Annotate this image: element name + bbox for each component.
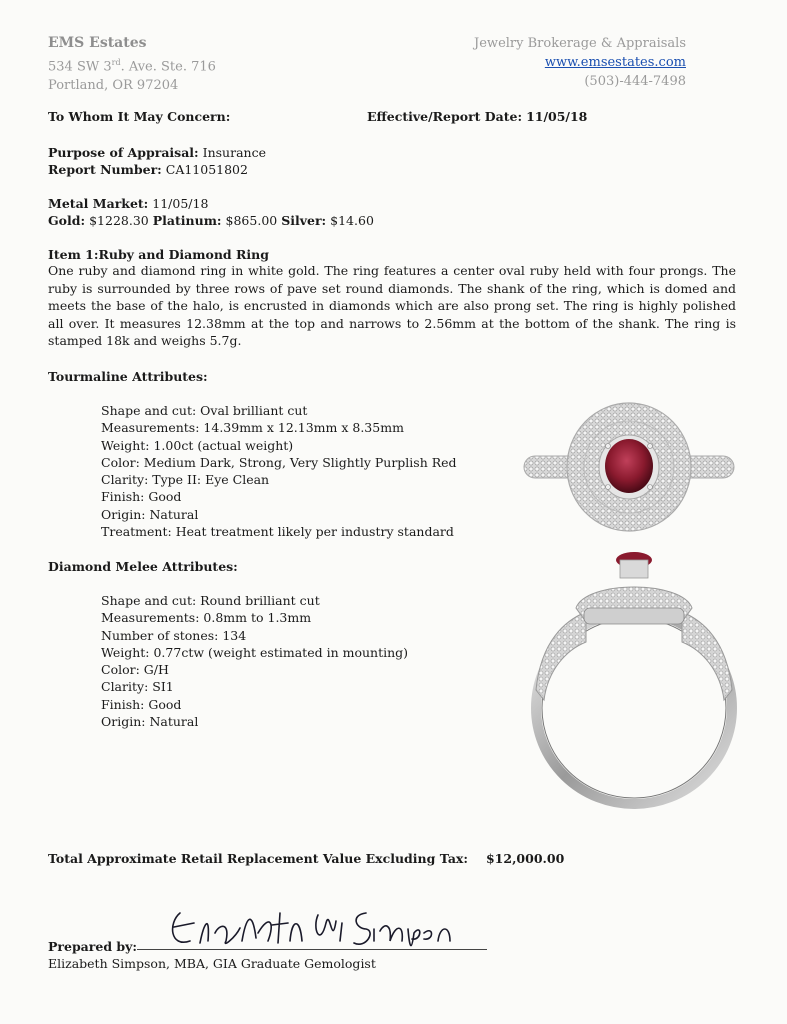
tourmaline-attr: Weight: 1.00ct (actual weight) — [101, 437, 294, 453]
website-link[interactable]: www.emsestates.com — [544, 55, 686, 70]
prepared-by-text: Prepared by: — [48, 939, 138, 954]
melee-attr: Number of stones: 134 — [101, 627, 247, 643]
purpose-value: Insurance — [202, 145, 266, 160]
report-date-value: 11/05/18 — [526, 109, 588, 124]
ring-side-view-photo — [526, 550, 746, 812]
total-value-label: Total Approximate Retail Replacement Value Excluding Tax: — [48, 851, 468, 866]
address-street: 534 SW 3 — [48, 59, 112, 75]
silver-label: Silver: — [281, 213, 327, 229]
tourmaline-attr: Measurements: 14.39mm x 12.13mm x 8.35mm — [101, 420, 404, 436]
silver-value: $14.60 — [330, 213, 374, 229]
tourmaline-heading-text: Tourmaline Attributes: — [48, 369, 208, 384]
tourmaline-attr: Clarity: Type II: Eye Clean — [101, 472, 270, 488]
purpose-label: Purpose of Appraisal: — [48, 145, 199, 160]
metal-market-row — [48, 195, 738, 212]
signature-line — [137, 949, 487, 950]
total-value-row — [48, 850, 564, 867]
firm-address-line2: Portland, OR 97204 — [48, 78, 179, 94]
report-date — [367, 108, 587, 125]
handwritten-signature — [160, 893, 460, 963]
melee-attr: Origin: Natural — [101, 714, 199, 730]
melee-attributes — [101, 592, 408, 730]
metal-prices-row — [48, 212, 738, 229]
appraiser-credentials: Elizabeth Simpson, MBA, GIA Graduate Gemologist — [48, 956, 376, 971]
report-number-label: Report Number: — [48, 162, 162, 178]
tourmaline-attr: Color: Medium Dark, Strong, Very Slightly Purplish Red — [101, 454, 457, 470]
firm-phone: (503)-444-7498 — [584, 74, 686, 89]
gold-value: $1228.30 — [89, 213, 149, 229]
letterhead-right — [474, 34, 686, 91]
item-description: One ruby and diamond ring in white gold. The ring features a center oval ruby held with four prongs. The ruby is surrounded by three rows of pave set round diamonds. The shank of the ring, which is domed and meets the base of the halo, is encrusted in diamonds which are also prong set. The ring is highly polished all over. It measures 12.38mm at the top and narrows to 2.56mm at the bottom of the shank. The ring is stamped 18k and weighs 5.7g. — [48, 263, 736, 349]
address-suite: . Ave. Ste. 716 — [120, 59, 216, 75]
tourmaline-attr: Finish: Good — [101, 489, 182, 505]
metal-market-label: Metal Market: — [48, 196, 149, 211]
melee-heading-text: Diamond Melee Attributes: — [48, 559, 238, 574]
item-title — [48, 246, 269, 263]
tourmaline-heading — [48, 368, 208, 385]
report-number-value: CA11051802 — [165, 162, 248, 178]
purpose-row — [48, 144, 738, 161]
melee-heading — [48, 558, 238, 575]
tourmaline-attr: Origin: Natural — [101, 506, 199, 522]
report-number-row — [48, 161, 738, 178]
melee-attr: Color: G/H — [101, 662, 169, 678]
melee-attr: Weight: 0.77ctw (weight estimated in mounting) — [101, 644, 409, 660]
purpose-block — [48, 144, 738, 179]
gold-label: Gold: — [48, 213, 86, 229]
metal-market-block — [48, 195, 738, 230]
salutation-text: To Whom It May Concern: — [48, 109, 231, 124]
firm-address-line1 — [48, 53, 216, 76]
platinum-label: Platinum: — [152, 213, 222, 229]
letterhead-left — [48, 34, 216, 95]
metal-market-value: 11/05/18 — [152, 196, 209, 211]
salutation — [48, 108, 230, 125]
ring-top-view-photo — [522, 400, 736, 536]
melee-attr: Clarity: SI1 — [101, 679, 174, 695]
melee-attr: Measurements: 0.8mm to 1.3mm — [101, 610, 312, 626]
firm-tagline: Jewelry Brokerage & Appraisals — [474, 36, 686, 51]
melee-attr: Shape and cut: Round brilliant cut — [101, 593, 320, 608]
melee-attr: Finish: Good — [101, 696, 182, 712]
tourmaline-attr: Treatment: Heat treatment likely per industry standard — [101, 524, 454, 540]
address-suffix: rd — [111, 58, 121, 67]
firm-name: EMS Estates — [48, 35, 147, 51]
report-date-label: Effective/Report Date: — [367, 109, 523, 124]
platinum-value: $865.00 — [225, 213, 278, 229]
tourmaline-attributes — [101, 402, 457, 540]
total-value-amount: $12,000.00 — [485, 851, 565, 866]
prepared-by-label — [48, 938, 137, 955]
item-title-text: Item 1:Ruby and Diamond Ring — [48, 247, 269, 262]
tourmaline-attr: Shape and cut: Oval brilliant cut — [101, 403, 308, 418]
